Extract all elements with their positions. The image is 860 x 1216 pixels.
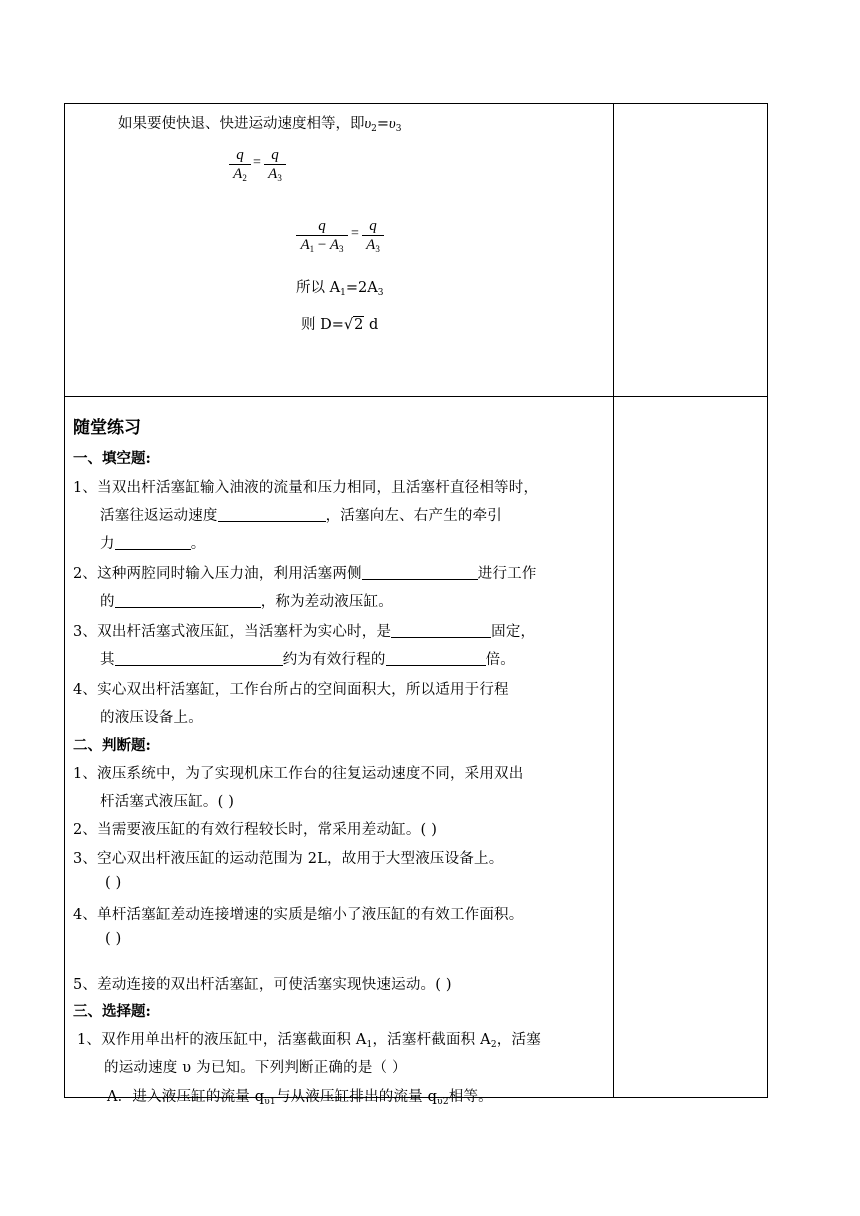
column-divider xyxy=(613,104,614,1097)
derivation-intro: 如果要使快退、快进运动速度相等，即$\upsilon_2=\upsilon_3$ xyxy=(118,116,402,134)
fill-item-1-line3: 力 。 xyxy=(100,536,206,552)
choice-item-1-line2: 的运动速度 υ 为已知。下列判断正确的是（ ） xyxy=(104,1060,407,1076)
answer-blank[interactable] xyxy=(115,651,283,666)
fill-item-1-line2: 活塞往返运动速度 ，活塞向左、右产生的牵引 xyxy=(100,508,503,524)
content-table xyxy=(64,103,768,1107)
answer-blank[interactable] xyxy=(362,565,478,580)
choice-item-1: 1、双作用单出杆的液压缸中，活塞截面积 $A_1$，活塞杆截面积 $A_2$，活塞 xyxy=(77,1032,541,1050)
fill-item-1: 1、当双出杆活塞缸输入油液的流量和压力相同，且活塞杆直径相等时， xyxy=(73,480,539,496)
judge-item-1-line2: 杆活塞式液压缸。( ) xyxy=(100,794,235,810)
fill-item-4: 4、实心双出杆活塞缸，工作台所占的空间面积大，所以适用于行程 xyxy=(73,682,509,698)
answer-blank[interactable] xyxy=(386,651,486,666)
fill-item-2-line2: 的 ，称为差动液压缸。 xyxy=(100,594,394,610)
judge-item-3: 3、空心双出杆液压缸的运动范围为 2L，故用于大型液压设备上。 xyxy=(73,851,504,867)
fraction-q-over-a3: q $A_3$ xyxy=(264,146,286,183)
fill-item-3: 3、双出杆活塞式液压缸，当活塞杆为实心时，是 固定， xyxy=(73,624,536,640)
choice-option-a[interactable]: A．进入液压缸的流量 $q_{\upsilon 1}$与从液压缸排出的流量 $q_{\upsilon 2}$相等。 xyxy=(107,1089,493,1107)
answer-blank[interactable] xyxy=(391,623,491,638)
section-fill-title: 一、填空题: xyxy=(73,450,151,467)
fraction-q-over-a1-minus-a3: q $A_1 - A_3$ xyxy=(296,217,348,254)
answer-blank[interactable] xyxy=(218,507,326,522)
derivation-cell xyxy=(65,104,613,396)
fill-item-3-line2: 其 约为有效行程的 倍。 xyxy=(100,652,516,668)
sqrt-symbol: √2 xyxy=(343,317,364,333)
judge-item-5: 5、差动连接的双出杆活塞缸，可使活塞实现快速运动。( ) xyxy=(73,977,452,993)
result-line: 则 D=√2 d xyxy=(301,317,379,333)
fill-item-4-line2: 的液压设备上。 xyxy=(100,710,203,726)
section-judge-title: 二、判断题: xyxy=(73,737,151,754)
equals-sign: = xyxy=(253,155,261,170)
answer-blank[interactable] xyxy=(115,593,261,608)
therefore-line: 所以 $A_1=2A_3$ xyxy=(296,280,384,298)
answer-blank[interactable] xyxy=(115,535,191,550)
judge-item-2: 2、当需要液压缸的有效行程较长时，常采用差动缸。( ) xyxy=(73,822,438,838)
fill-item-2: 2、这种两腔同时输入压力油，利用活塞两侧 进行工作 xyxy=(73,566,537,582)
exercise-title: 随堂练习 xyxy=(73,418,141,438)
exercise-cell xyxy=(65,397,613,1107)
judge-item-4: 4、单杆活塞缸差动连接增速的实质是缩小了液压缸的有效工作面积。 xyxy=(73,907,524,923)
judge-item-1: 1、液压系统中，为了实现机床工作台的往复运动速度不同，采用双出 xyxy=(73,766,524,782)
section-choice-title: 三、选择题: xyxy=(73,1003,151,1020)
fraction-q-over-a2: q $A_2$ xyxy=(229,146,251,183)
judge-item-4-line2: ( ) xyxy=(105,931,122,947)
judge-item-3-line2: ( ) xyxy=(105,875,122,891)
fraction-q-over-a3: q $A_3$ xyxy=(362,217,384,254)
equals-sign: = xyxy=(351,226,359,241)
